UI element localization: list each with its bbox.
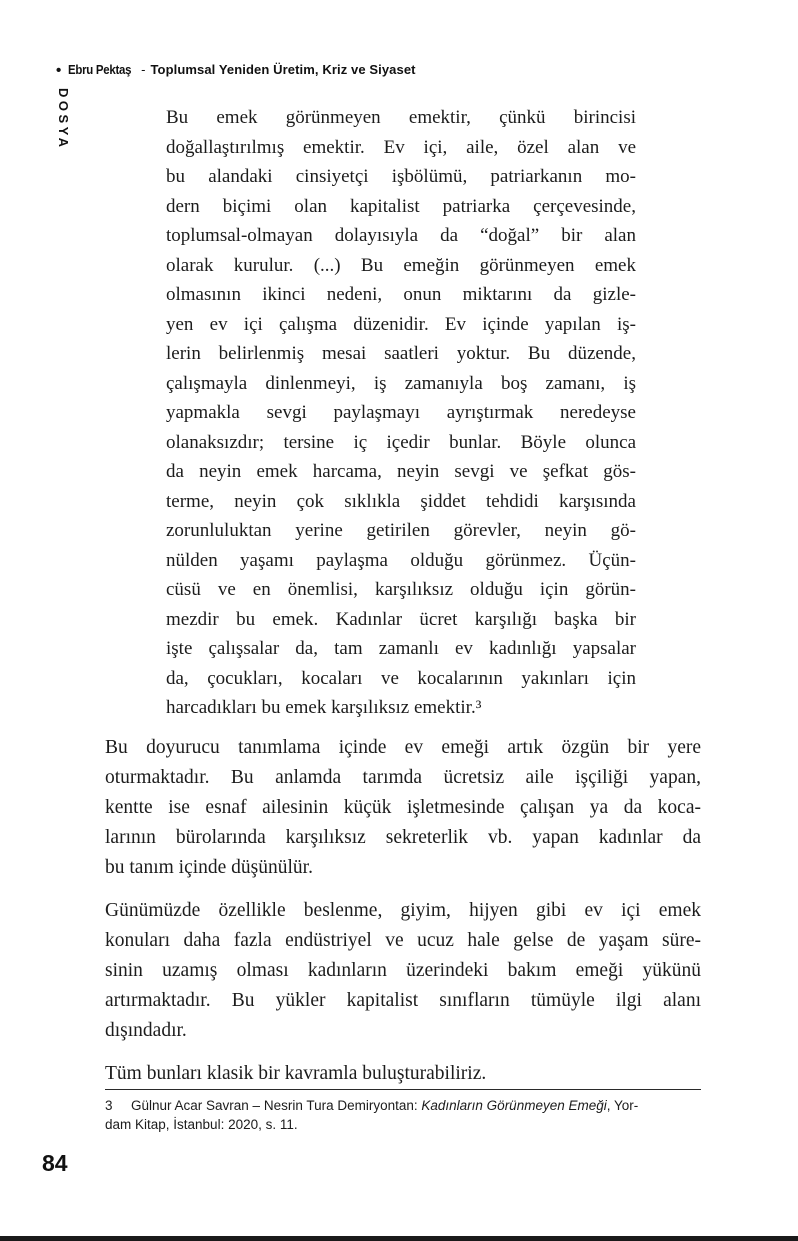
- footnote-authors: Gülnur Acar Savran – Nesrin Tura Demiryontan:: [131, 1098, 422, 1113]
- header-book-title: Toplumsal Yeniden Üretim, Kriz ve Siyaset: [150, 62, 416, 77]
- footnote-line-1: [105, 1096, 701, 1115]
- footnote-book-title: Kadınların Görünmeyen Emeği: [421, 1098, 607, 1113]
- footnote-line-2: dam Kitap, İstanbul: 2020, s. 11.: [105, 1117, 298, 1132]
- footnote-publisher-start: , Yor-: [606, 1098, 639, 1113]
- header-author: Ebru Pektaş: [68, 62, 132, 77]
- page-bottom-edge: [0, 1236, 798, 1241]
- running-header: • Ebru Pektaş - Toplumsal Yeniden Üretim, Kriz ve Siyaset: [56, 62, 416, 79]
- paragraph-2: Günümüzde özellikle beslenme, giyim, hijyen gibi ev içi emek konuları daha fazla endüstriyel ve ucuz hale gelse de yaşam süre- sinin uzamış olması kadınların üzerindeki bakım emeği yükünü artırmaktadır. Bu yükler kapitalist sınıfların tümüyle ilgi alanı dışındadır.: [105, 900, 701, 1041]
- body-text: [105, 733, 701, 1089]
- block-quote: Bu emek görünmeyen emektir, çünkü birincisi doğallaştırılmış emektir. Ev içi, aile, özel alan ve bu alandaki cinsiyetçi işbölümü, patriarkanın mo- dern biçimi olan kapitalist patriarka çerçevesinde, toplumsal-olmayan dolayısıyla da “doğal” bir alan olarak kurulur. (...) Bu emeğin görünmeyen emek olmasının ikinci nedeni, onun miktarını da gizle- yen ev içi çalışma düzenidir. Ev içinde yapılan iş- lerin belirlenmiş mesai saatleri yoktur. Bu düzende, çalışmayla dinlenmeyi, iş zamanıyla boş zamanı, iş yapmakla sevgi paylaşmayı ayrıştırmak neredeyse olanaksızdır; tersine iç içedir bunlar. Böyle olunca da neyin emek harcama, neyin sevgi ve şefkat gös- terme, neyin çok sıklıkla şiddet tehdidi karşısında zorunluluktan yerine getirilen görevler, neyin gö- nülden yaşamı paylaşma olduğu görünmez. Üçün- cüsü ve en önemlisi, karşılıksız olduğu için görün- mezdir bu emek. Kadınlar ücret karşılığı başka bir işte çalışsalar da, tam zamanlı ev kadınlığı yapsalar da, çocukları, kocaları ve kocalarının yakınları için harcadıkları bu emek karşılıksız emektir.³: [166, 107, 636, 718]
- paragraph-1: Bu doyurucu tanımlama içinde ev emeği artık özgün bir yere oturmaktadır. Bu anlamda tarımda ücretsiz aile işçiliği yapan, kentte ise esnaf ailesinin küçük işletmesinde çalışan ya da koca- larının bürolarında karşılıksız sekreterlik vb. yapan kadınlar da bu tanım içinde düşünülür.: [105, 737, 701, 878]
- footnote: [105, 1096, 701, 1134]
- paragraph-3: Tüm bunları klasik bir kavramla buluşturabiliriz.: [105, 1063, 487, 1084]
- page-number: 84: [42, 1150, 68, 1176]
- footnote-separator-rule: [105, 1089, 701, 1090]
- footnote-number: 3: [105, 1098, 113, 1113]
- header-separator: -: [141, 62, 146, 77]
- section-label-dosya: DOSYA: [56, 88, 71, 151]
